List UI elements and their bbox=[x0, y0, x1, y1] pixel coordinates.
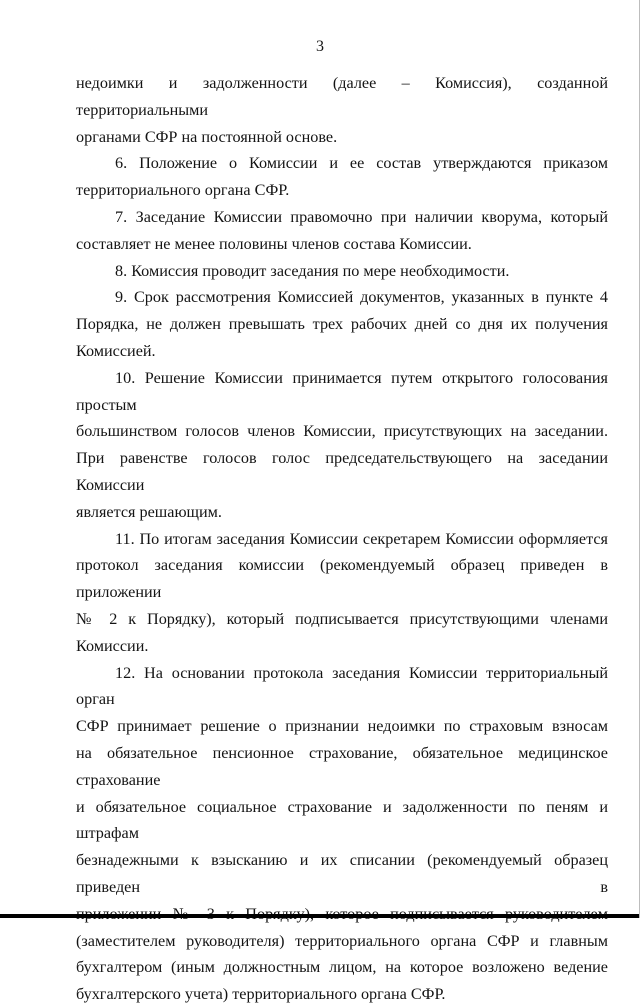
text-line: недоимки и задолженности (далее – Комиссия), созданной территориальными bbox=[76, 74, 608, 119]
document-body bbox=[76, 70, 608, 1008]
text-line: 9. Срок рассмотрения Комиссией документов, указанных в пункте 4 bbox=[115, 288, 608, 307]
text-line: 7. Заседание Комиссии правомочно при наличии кворума, который bbox=[115, 207, 608, 226]
text-line: составляет не менее половины членов состава Комиссии. bbox=[76, 234, 472, 253]
text-line: территориального органа СФР. bbox=[76, 181, 290, 200]
text-line: Порядка, не должен превышать трех рабочих дней со дня их получения bbox=[76, 315, 608, 334]
text-line: (заместителем руководителя) территориального органа СФР и главным bbox=[76, 931, 608, 950]
text-line: бухгалтером (иным должностным лицом, на которое возложено ведение bbox=[76, 958, 608, 977]
text-line: безнадежными к взысканию и их списании (рекомендуемый образец приведен в bbox=[76, 851, 608, 896]
text-line: органами СФР на постоянной основе. bbox=[76, 127, 338, 146]
paragraph-item-7 bbox=[76, 204, 608, 258]
text-line: бухгалтерского учета) территориального органа СФР. bbox=[76, 985, 446, 1004]
text-line: является решающим. bbox=[76, 502, 222, 521]
paragraph-item-8 bbox=[76, 258, 608, 285]
text-line: большинством голосов членов Комиссии, присутствующих на заседании. bbox=[76, 422, 608, 441]
text-line: протокол заседания комиссии (рекомендуемый образец приведен в приложении bbox=[76, 556, 608, 602]
text-line: 6. Положение о Комиссии и ее состав утверждаются приказом bbox=[115, 154, 608, 173]
paragraph-item-12 bbox=[76, 660, 608, 1008]
text-line: 12. На основании протокола заседания Комиссии территориальный орган bbox=[76, 663, 608, 709]
text-line: Комиссией. bbox=[76, 341, 156, 360]
paragraph-item-9 bbox=[76, 284, 608, 364]
text-line: и обязательное социальное страхование и задолженности по пеням и штрафам bbox=[76, 797, 608, 843]
page-number: 3 bbox=[316, 38, 324, 55]
paragraph-item-11 bbox=[76, 526, 608, 660]
text-line: 8. Комиссия проводит заседания по мере необходимости. bbox=[115, 261, 510, 280]
scan-bottom-edge bbox=[0, 914, 640, 918]
paragraph-item-6 bbox=[76, 150, 608, 204]
paragraph-item-10 bbox=[76, 365, 608, 526]
text-line: При равенстве голосов голос председательствующего на заседании Комиссии bbox=[76, 449, 608, 494]
text-line: 10. Решение Комиссии принимается путем открытого голосования простым bbox=[76, 368, 608, 414]
paragraph-continuation bbox=[76, 70, 608, 150]
text-line: СФР принимает решение о признании недоимки по страховым взносам bbox=[76, 717, 608, 736]
text-line: 11. По итогам заседания Комиссии секретарем Комиссии оформляется bbox=[115, 529, 608, 548]
text-line: № 2 к Порядку), который подписывается присутствующими членами Комиссии. bbox=[76, 609, 608, 655]
text-line: на обязательное пенсионное страхование, обязательное медицинское страхование bbox=[76, 743, 608, 789]
